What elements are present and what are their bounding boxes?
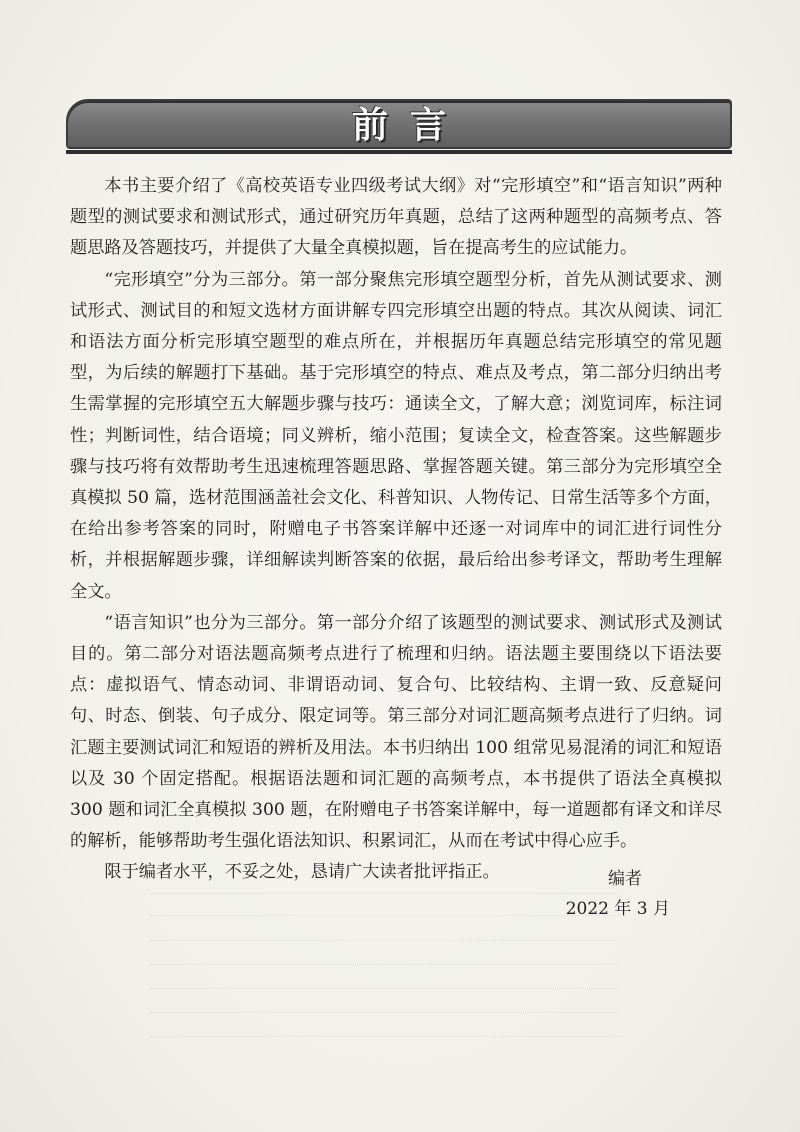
paragraph-intro: 本书主要介绍了《高校英语专业四级考试大纲》对“完形填空”和“语言知识”两种题型的测试要求和测试形式，通过研究历年真题，总结了这两种题型的高频考点、答题思路及答题技巧，并提供了大量全真模拟题，旨在提高考生的应试能力。 <box>70 176 722 259</box>
signature-date: 2022 年 3 月 <box>565 899 670 919</box>
bleed-line <box>150 893 620 896</box>
paragraph-closing: 限于编者水平，不妥之处，恳请广大读者批评指正。 <box>104 862 500 883</box>
title-underline <box>66 150 732 154</box>
bleed-line <box>150 1036 620 1039</box>
bleed-line <box>150 988 620 991</box>
bleed-line <box>150 915 620 918</box>
bleed-line <box>150 940 620 943</box>
paragraph-language-knowledge: “语言知识”也分为三部分。第一部分介绍了该题型的测试要求、测试形式及测试目的。第二部分对语法题高频考点进行了梳理和归纳。语法题主要围绕以下语法要点：虚拟语气、情态动词、非谓语动词、复合句、比较结构、主谓一致、反意疑问句、时态、倒装、句子成分、限定词等。第三部分对词汇题高频考点进行了归纳。词汇题主要测试词汇和短语的辨析及用法。本书归纳出 100 组常见易混淆的词汇和短语以及 30 个固定搭配。根据语法题和词汇题的高频考点，本书提供了语法全真模拟 300 题和词汇全真模拟 300 题，在附赠电子书答案详解中，每一道题都有译文和详尽的解析，能够帮助考生强化语法知识、积累词汇，从而在考试中得心应手。 <box>70 612 722 852</box>
title-banner <box>66 99 732 149</box>
preface-body <box>70 171 722 889</box>
paragraph-cloze: “完形填空”分为三部分。第一部分聚焦完形填空题型分析，首先从测试要求、测试形式、测试目的和短文选材方面讲解专四完形填空出题的特点。其次从阅读、词汇和语法方面分析完形填空题型的难点所在，并根据历年真题总结完形填空的常见题型，为后续的解题打下基础。基于完形填空的特点、难点及考点，第二部分归纳出考生需掌握的完形填空五大解题步骤与技巧：通读全文，了解大意；浏览词库，标注词性；判断词性，结合语境；同义辨析，缩小范围；复读全文，检查答案。这些解题步骤与技巧将有效帮助考生迅速梳理答题思路、掌握答题关键。第三部分为完形填空全真模拟 50 篇，选材范围涵盖社会文化、科普知识、人物传记、日常生活等多个方面，在给出参考答案的同时，附赠电子书答案详解中还逐一对词库中的词汇进行词性分析，并根据解题步骤，详细解读判断答案的依据，最后给出参考译文，帮助考生理解全文。 <box>70 269 722 602</box>
bleed-line <box>150 964 620 967</box>
page-title: 前言 <box>351 105 468 146</box>
bleed-line <box>150 1012 620 1015</box>
signature-author: 编者 <box>608 869 642 889</box>
